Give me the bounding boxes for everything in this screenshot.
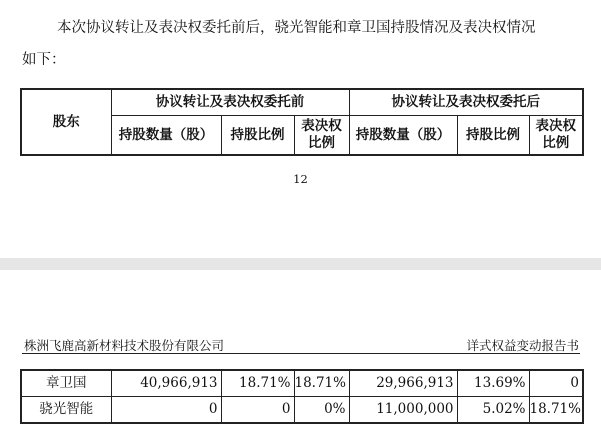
col-group-before: 协议转让及表决权委托前 <box>111 89 349 116</box>
voting-ratio-label-line-1: 表决权 <box>301 118 342 134</box>
col-header-after-ratio: 持股比例 <box>457 116 529 156</box>
before-voting-value: 18.71% <box>294 370 349 397</box>
holdings-table-header <box>20 88 584 156</box>
voting-ratio-label-line-1: 表决权 <box>535 118 577 134</box>
intro-paragraph-line-2: 如下： <box>22 52 66 68</box>
running-header-rule <box>22 353 580 354</box>
running-header-company: 株洲飞鹿高新材料技术股份有限公司 <box>24 338 225 353</box>
before-shares-value: 0 <box>111 397 221 424</box>
shareholder-name: 章卫国 <box>21 370 111 397</box>
table-row <box>21 370 583 397</box>
after-voting-value: 18.71% <box>529 397 583 424</box>
holdings-table-body <box>20 369 584 424</box>
voting-ratio-label-line-2: 比例 <box>308 135 335 151</box>
col-header-after-voting <box>529 116 583 156</box>
running-header-report-title: 详式权益变动报告书 <box>466 338 579 353</box>
after-shares-value: 29,966,913 <box>349 370 457 397</box>
intro-paragraph-line-1: 本次协议转让及表决权委托前后，骁光智能和章卫国持股情况及表决权情况 <box>57 20 536 36</box>
page-number: 12 <box>293 172 308 186</box>
after-shares-value: 11,000,000 <box>349 397 457 424</box>
before-shares-value: 40,966,913 <box>111 370 221 397</box>
col-header-before-ratio: 持股比例 <box>221 116 294 156</box>
before-voting-value: 0% <box>294 397 349 424</box>
table-row <box>21 397 583 424</box>
after-ratio-value: 5.02% <box>457 397 529 424</box>
before-ratio-value: 18.71% <box>221 370 294 397</box>
shareholder-name: 骁光智能 <box>21 397 111 424</box>
col-header-before-shares: 持股数量（股） <box>111 116 221 156</box>
after-ratio-value: 13.69% <box>457 370 529 397</box>
col-header-before-voting <box>294 116 349 156</box>
col-group-after: 协议转让及表决权委托后 <box>349 89 583 116</box>
after-voting-value: 0 <box>529 370 583 397</box>
voting-ratio-label-line-2: 比例 <box>542 135 570 151</box>
page-separator <box>0 258 601 270</box>
col-header-after-shares: 持股数量（股） <box>349 116 457 156</box>
before-ratio-value: 0 <box>221 397 294 424</box>
col-header-shareholder: 股东 <box>21 89 111 155</box>
